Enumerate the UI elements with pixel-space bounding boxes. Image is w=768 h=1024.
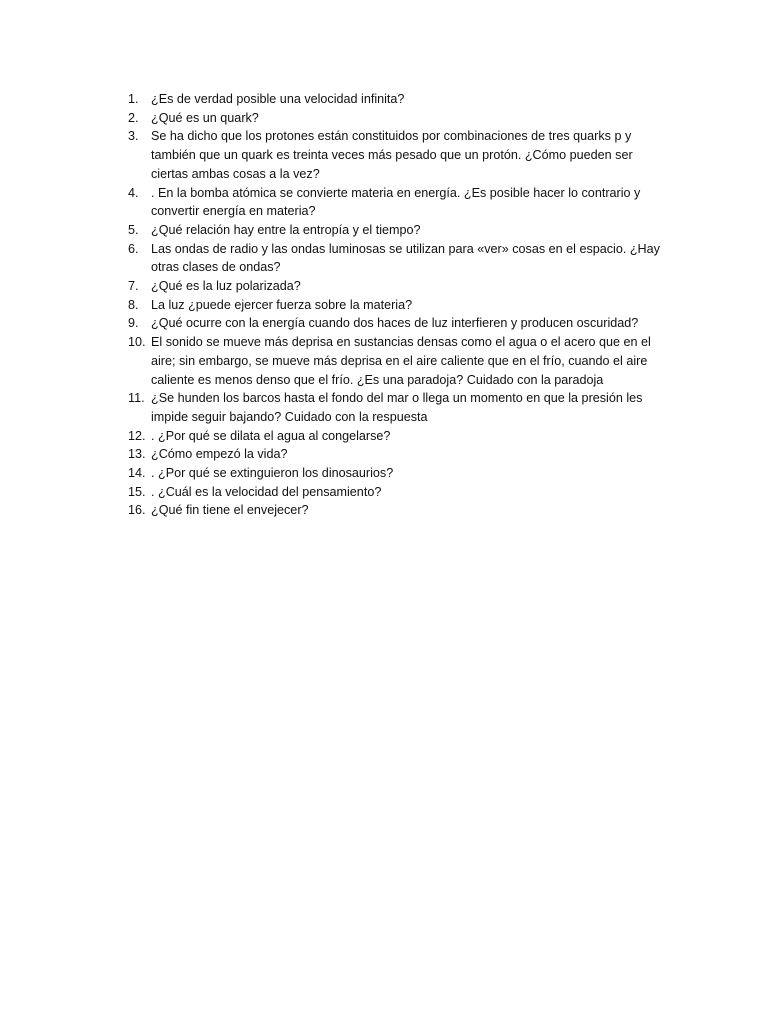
item-text: ¿Qué ocurre con la energía cuando dos haces de luz interfieren y producen oscuridad? (151, 316, 639, 331)
item-text: . ¿Cuál es la velocidad del pensamiento? (151, 484, 382, 499)
list-item (128, 90, 668, 109)
item-text: . ¿Por qué se extinguieron los dinosaurios? (151, 466, 394, 481)
list-item (128, 464, 668, 483)
item-number: 14. (128, 466, 146, 481)
item-number: 15. (128, 484, 146, 499)
list-item (128, 427, 668, 446)
item-number: 16. (128, 503, 146, 518)
item-number: 12. (128, 428, 146, 443)
item-text: La luz ¿puede ejercer fuerza sobre la materia? (151, 297, 413, 312)
item-number: 3. (128, 129, 139, 144)
question-list (128, 90, 668, 520)
list-item (128, 277, 668, 296)
list-item (128, 483, 668, 502)
item-number: 4. (128, 185, 139, 200)
list-item (128, 109, 668, 128)
list-item (128, 296, 668, 315)
item-text: ¿Cómo empezó la vida? (151, 447, 288, 462)
item-number: 10. (128, 335, 146, 350)
item-number: 6. (128, 241, 139, 256)
item-number: 13. (128, 447, 146, 462)
item-text: ¿Qué relación hay entre la entropía y el tiempo? (151, 222, 421, 237)
item-number: 5. (128, 222, 139, 237)
item-text: ¿Es de verdad posible una velocidad infinita? (151, 92, 405, 106)
list-item (128, 501, 668, 520)
item-text: El sonido se mueve más deprisa en sustancias densas como el agua o el acero que en el aire; sin embargo, se mueve más deprisa en el aire caliente que en el frío, cuando el aire caliente es menos denso que el frío. ¿Es una paradoja? Cuidado con la paradoja (151, 335, 651, 387)
item-text: . En la bomba atómica se convierte materia en energía. ¿Es posible hacer lo contrario y convertir energía en materia? (151, 185, 641, 219)
item-text: Las ondas de radio y las ondas luminosas se utilizan para «ver» cosas en el espacio. ¿Hay otras clases de ondas? (151, 241, 660, 275)
list-item (128, 240, 668, 277)
list-item (128, 127, 668, 183)
item-text: ¿Se hunden los barcos hasta el fondo del mar o llega un momento en que la presión les impide seguir bajando? Cuidado con la respuesta (151, 391, 643, 424)
item-text: ¿Qué fin tiene el envejecer? (151, 503, 309, 518)
list-item (128, 333, 668, 389)
list-item (128, 184, 668, 221)
list-item (128, 221, 668, 240)
item-number: 1. (128, 92, 139, 106)
item-text: ¿Qué es la luz polarizada? (151, 279, 301, 294)
list-item (128, 314, 668, 333)
item-number: 11. (128, 391, 145, 406)
item-text: ¿Qué es un quark? (151, 110, 259, 125)
item-number: 2. (128, 110, 139, 125)
item-number: 9. (128, 316, 139, 331)
item-number: 8. (128, 297, 139, 312)
item-number: 7. (128, 279, 139, 294)
list-item (128, 445, 668, 464)
list-item (128, 389, 668, 426)
item-text: Se ha dicho que los protones están constituidos por combinaciones de tres quarks p y también que un quark es treinta veces más pesado que un protón. ¿Cómo pueden ser ciertas ambas cosas a la vez? (151, 129, 633, 181)
item-text: . ¿Por qué se dilata el agua al congelarse? (151, 428, 391, 443)
